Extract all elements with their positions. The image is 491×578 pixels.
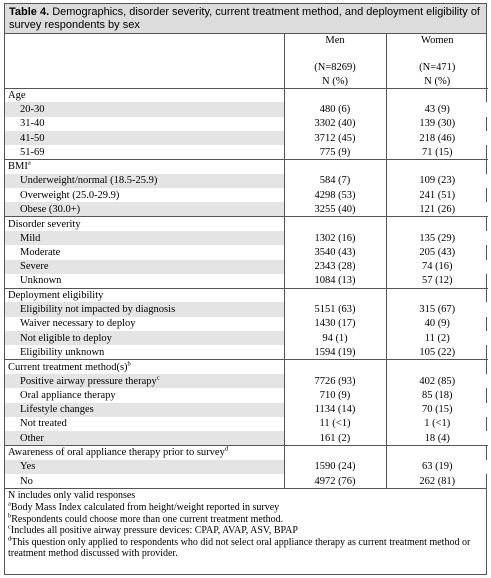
row-label: 20-30 [5,102,284,116]
group-row [5,445,488,459]
cell-women: 121 (26) [386,202,488,216]
row-label: Eligibility not impacted by diagnosis [5,302,284,316]
header-spacer-row [5,48,488,62]
cell-men: 11 (<1) [284,417,386,431]
cell-women: 85 (18) [386,388,488,402]
cell-women: 63 (19) [386,460,488,474]
group-label: BMI$^a$ [5,159,284,173]
table-row [5,345,488,359]
caption-label: Table 4. [9,6,50,18]
cell-men: 1430 (17) [284,317,386,331]
cell-women: 57 (12) [386,274,488,288]
row-label: Not eligible to deploy [5,331,284,345]
table-row [5,331,488,345]
cell-women: 218 (46) [386,131,488,145]
group-row [5,217,488,231]
row-label: Not treated [20,418,67,430]
row-label: Mild [5,231,284,245]
table-row [5,431,488,445]
cell-men: 4298 (53) [284,188,386,202]
group-label: Age [5,88,284,102]
row-label: Oral appliance therapy [20,389,116,401]
cell-women: 315 (67) [386,302,488,316]
table-row [5,117,488,131]
row-label: Positive airway pressure therapy$^c$ [5,374,284,388]
cell-men: 1084 (13) [284,274,386,288]
cell-women: 402 (85) [386,374,488,388]
table-row [5,131,488,145]
table-row [5,474,488,488]
row-label: Underweight/normal (18.5-25.9) [5,174,284,188]
cell-men: 3540 (43) [284,245,386,259]
cell-women: 139 (30) [386,117,488,131]
row-label: Severe [5,260,284,274]
cell-women: 135 (29) [386,231,488,245]
cell-women: 262 (81) [386,474,488,488]
group-row [5,360,488,374]
cell-men: 1590 (24) [284,460,386,474]
cell-men: 161 (2) [284,431,386,445]
row-label: 41-50 [5,131,284,145]
table-row [5,188,488,202]
table-row [5,374,488,388]
header-unit-row [5,75,488,89]
row-label: 51-69 [20,146,45,158]
header-n-row [5,61,488,75]
header-women-n: (N=471) [386,61,488,75]
cell-women: 43 (9) [386,102,488,116]
header-men: Men [284,34,386,48]
cell-men: 1134 (14) [284,403,386,417]
table-row [5,102,488,116]
table-row [5,417,488,431]
header-women: Women [386,34,488,48]
header-row [5,34,488,48]
header-men-n: (N=8269) [284,61,386,75]
table-container [4,3,487,575]
table-row [5,388,488,402]
header-men-unit: N (%) [284,75,386,89]
group-row [5,88,488,102]
footnote: N includes only valid responses [8,490,136,502]
cell-men: 5151 (63) [284,302,386,316]
footnote: $^d$This question only applied to respondents who did not select oral appliance therapy as current treatment method or treatment method discussed with provider. [8,535,471,560]
cell-women: 1 (<1) [386,417,488,431]
row-label: 31-40 [20,118,45,130]
row-label: Eligibility unknown [20,346,105,358]
table-row [5,302,488,316]
cell-men: 775 (9) [284,145,386,159]
table-caption [5,4,486,34]
group-label: Awareness of oral appliance therapy prior to survey$^d$ [5,445,284,459]
table-row [5,145,488,159]
row-label: Moderate [20,246,61,258]
cell-women: 205 (43) [386,245,488,259]
data-table [5,34,488,488]
cell-women: 74 (16) [386,260,488,274]
table-row [5,245,488,259]
row-label: No [20,475,33,487]
table-row [5,274,488,288]
cell-women: 105 (22) [386,345,488,359]
group-row [5,288,488,302]
table-row [5,460,488,474]
row-label: Yes [5,460,284,474]
group-label: Disorder severity [5,217,284,231]
cell-men: 3712 (45) [284,131,386,145]
row-label: Unknown [20,275,62,287]
table-row [5,403,488,417]
row-label: Waiver necessary to deploy [20,318,136,330]
cell-women: 109 (23) [386,174,488,188]
cell-men: 2343 (28) [284,260,386,274]
cell-women: 18 (4) [386,431,488,445]
cell-women: 71 (15) [386,145,488,159]
cell-men: 7726 (93) [284,374,386,388]
footnote: $^a$Body Mass Index calculated from height/weight reported in survey [8,500,280,513]
table-footnotes [5,488,486,560]
cell-men: 94 (1) [284,331,386,345]
row-label: Overweight (25.0-29.9) [20,189,120,201]
table-row [5,317,488,331]
table-row [5,202,488,216]
cell-men: 1302 (16) [284,231,386,245]
cell-men: 1594 (19) [284,345,386,359]
table-row [5,174,488,188]
cell-men: 710 (9) [284,388,386,402]
row-label: Other [5,431,284,445]
table-row [5,231,488,245]
group-label: Current treatment $method(s)^b$ [5,360,284,374]
footnote: $^c$Includes all positive airway pressure devices: CPAP, AVAP, ASV, BPAP [8,523,298,537]
cell-women: 40 (9) [386,317,488,331]
row-label: Obese (30.0+) [5,202,284,216]
cell-women: 70 (15) [386,403,488,417]
cell-women: 241 (51) [386,188,488,202]
footnote: $^b$Respondents could choose more than one current treatment method. [8,512,284,525]
caption-text: Demographics, disorder severity, current treatment method, and deployment eligibility of survey respondents by sex [9,6,480,31]
cell-men: 3255 (40) [284,202,386,216]
cell-men: 4972 (76) [284,474,386,488]
cell-women: 11 (2) [386,331,488,345]
header-women-unit: N (%) [386,75,488,89]
cell-men: 584 (7) [284,174,386,188]
cell-men: 3302 (40) [284,117,386,131]
group-row [5,159,488,173]
row-label: Lifestyle changes [5,403,284,417]
cell-men: 480 (6) [284,102,386,116]
table-row [5,260,488,274]
group-label: Deployment eligibility [5,288,284,302]
